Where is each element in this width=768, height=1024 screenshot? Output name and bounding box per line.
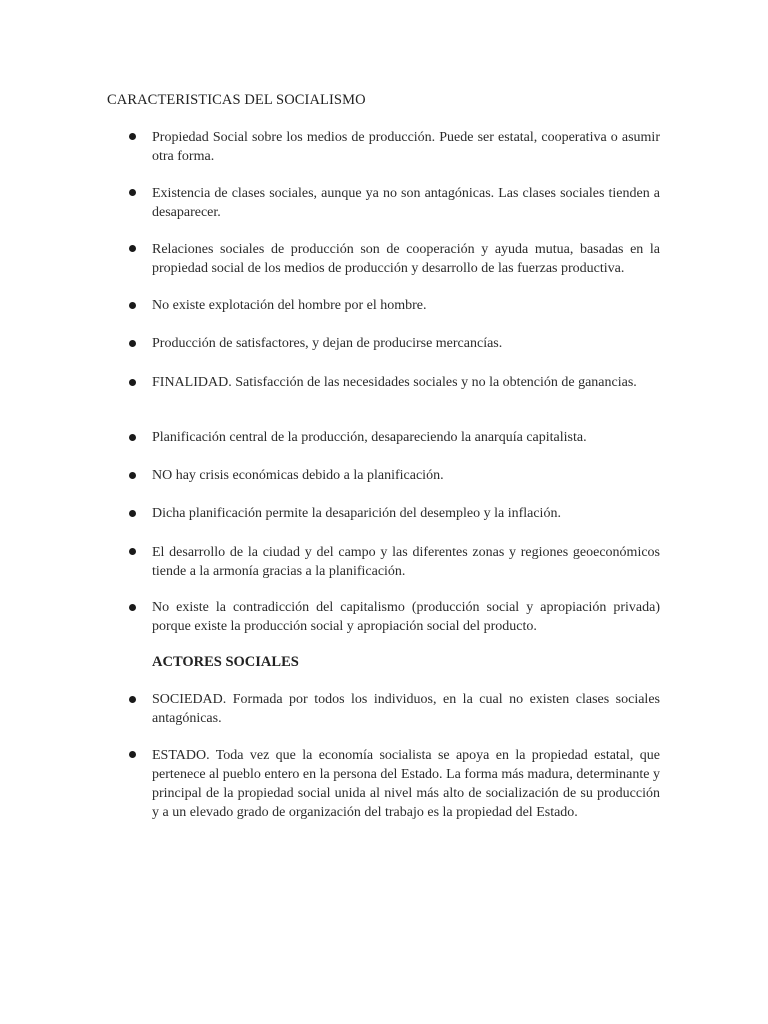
list-item-text: SOCIEDAD. Formada por todos los individuos, en la cual no existen clases sociales antagónicas. bbox=[152, 692, 660, 726]
bullet-icon bbox=[129, 472, 136, 479]
list-item-text: El desarrollo de la ciudad y del campo y las diferentes zonas y regiones geoeconómicos tiende a la armonía gracias a la planificación. bbox=[152, 545, 660, 579]
list-item-text: No existe explotación del hombre por el hombre. bbox=[152, 298, 427, 313]
bullet-icon bbox=[129, 604, 136, 611]
list-item-text: FINALIDAD. Satisfacción de las necesidades sociales y no la obtención de ganancias. bbox=[152, 375, 637, 390]
list-item-text: ESTADO. Toda vez que la economía socialista se apoya en la propiedad estatal, que pertenece al pueblo entero en la persona del Estado. La forma más madura, determinante y principal de la propiedad social unida al nivel más alto de socialización de su producción y a un elevado grado de organización del trabajo es la propiedad del Estado. bbox=[152, 748, 660, 820]
bullet-icon bbox=[129, 696, 136, 703]
bullet-icon bbox=[129, 751, 136, 758]
list-item-text: Relaciones sociales de producción son de cooperación y ayuda mutua, basadas en la propiedad social de los medios de producción y desarrollo de las fuerzas productiva. bbox=[152, 242, 660, 276]
list-item-text: Dicha planificación permite la desaparición del desempleo y la inflación. bbox=[152, 506, 561, 521]
bullet-icon bbox=[129, 379, 136, 386]
bullet-icon bbox=[129, 189, 136, 196]
bullet-icon bbox=[129, 245, 136, 252]
bullet-icon bbox=[129, 510, 136, 517]
bullet-icon bbox=[129, 434, 136, 441]
bullet-icon bbox=[129, 548, 136, 555]
list-item-text: Existencia de clases sociales, aunque ya no son antagónicas. Las clases sociales tienden a desaparecer. bbox=[152, 186, 660, 220]
bullet-icon bbox=[129, 340, 136, 347]
list-item-text: No existe la contradicción del capitalismo (producción social y apropiación privada) porque existe la producción social y apropiación social del producto. bbox=[152, 600, 660, 634]
list-item-text: NO hay crisis económicas debido a la planificación. bbox=[152, 468, 444, 483]
document-title: CARACTERISTICAS DEL SOCIALISMO bbox=[107, 92, 366, 108]
bullet-icon bbox=[129, 133, 136, 140]
bullet-icon bbox=[129, 302, 136, 309]
section-heading-actores: ACTORES SOCIALES bbox=[152, 654, 299, 670]
list-item-text: Producción de satisfactores, y dejan de producirse mercancías. bbox=[152, 336, 503, 351]
list-item-text: Propiedad Social sobre los medios de producción. Puede ser estatal, cooperativa o asumir otra forma. bbox=[152, 130, 660, 164]
list-item-text: Planificación central de la producción, desapareciendo la anarquía capitalista. bbox=[152, 430, 587, 445]
